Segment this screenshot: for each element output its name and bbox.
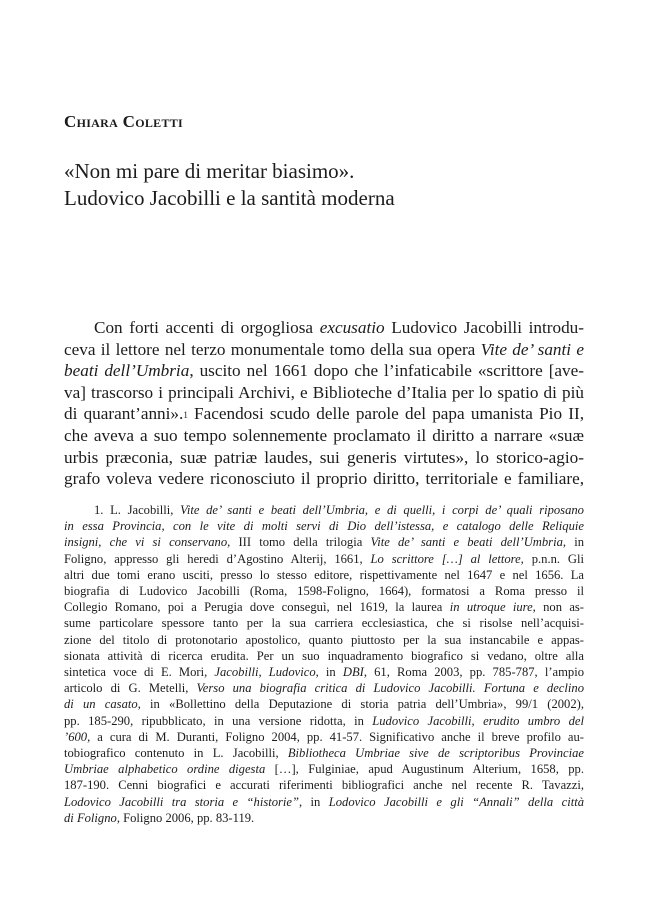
footnote-line: insigni, che vi si conservano, III tomo della trilogia Vite de’ santi e beati dell’Umbria, in [64, 535, 584, 550]
body-line: che aveva a suo tempo solennemente proclamato il diritto a narrare «suæ [64, 425, 584, 445]
footnote-line: articolo di G. Metelli, Verso una biografia critica di Ludovico Jacobilli. Fortuna e declino [64, 681, 584, 696]
footnote-line: di Foligno, Foligno 2006, pp. 83-119. [64, 810, 255, 825]
footnote-line: sintetica voce di E. Mori, Jacobilli, Ludovico, in DBI, 61, Roma 2003, pp. 785-787, l’ampio [64, 665, 584, 680]
footnote-line: Foligno, appresso gli heredi d’Agostino Alterij, 1661, Lo scrittore […] al lettore, p.n.n. Gli [64, 551, 584, 566]
footnote-1 [64, 502, 584, 826]
footnote-line: 187-190. Cenni biografici e accurati riferimenti bibliografici anche nel recente R. Tavazzi, [64, 778, 584, 793]
title-line-1: «Non mi pare di meritar biasimo». [64, 159, 355, 183]
article-title [64, 158, 584, 212]
footnote-line: sume particolare spessore tanto per la sua carriera ecclesiastica, che si risolse nell’acquisi- [64, 616, 584, 631]
body-line: di quarant’anni».$^1$ Facendosi scudo delle parole del papa umanista Pio II, [64, 404, 584, 424]
footnote-line: pp. 185-290, ripubblicato, in una versione ridotta, in Ludovico Jacobilli, erudito umbro del [64, 713, 584, 728]
footnote-line: ’600, a cura di M. Duranti, Foligno 2004, pp. 41-57. Significativo anche il breve profilo au- [64, 729, 584, 744]
footnote-marker: 1 [183, 410, 188, 421]
footnote-line: zione del titolo di protonotario apostolico, quanto piuttosto per la sua instancabile e appas- [64, 632, 584, 647]
footnote-line: Lodovico Jacobilli tra storia e “historie”, in Lodovico Jacobilli e gli “Annali” della città [64, 794, 584, 809]
footnote-line: tobiografico contenuto in L. Jacobilli, Bibliotheca Umbriae sive de scriptoribus Provinciae [64, 746, 584, 761]
body-line: urbis præconia, suæ patriæ laudes, sui generis virtutes», lo storico-agio- [64, 447, 584, 467]
footnote-line: di un casato, in «Bollettino della Deputazione di storia patria dell’Umbria», 99/1 (2002), [64, 697, 584, 712]
title-line-2: Ludovico Jacobilli e la santità moderna [64, 186, 395, 210]
footnote-line: altri due tomi erano usciti, presso lo stesso editore, rispettivamente nel 1647 e nel 1656. La [64, 567, 584, 582]
body-line: Con forti accenti di orgogliosa excusatio Ludovico Jacobilli introdu- [94, 318, 584, 337]
footnote-line: biografia di Ludovico Jacobilli (Roma, 1598-Foligno, 1664), formatosi a Roma presso il [64, 584, 584, 599]
footnote-line: Collegio Romano, poi a Perugia dove conseguì, nel 1619, la laurea in utroque iure, non as- [64, 600, 585, 615]
footnote-line: 1. L. Jacobilli, Vite de’ santi e beati dell’Umbria, e di quelli, i corpi de’ quali riposano [94, 503, 584, 517]
body-paragraph [64, 317, 584, 490]
body-line: ceva il lettore nel terzo monumentale tomo della sua opera Vite de’ santi e [64, 339, 584, 359]
body-line: beati dell’Umbria, uscito nel 1661 dopo che l’infaticabile «scrittore [ave- [64, 361, 584, 381]
footnote-line: Umbriae alphabetico ordine digesta […], Fulginiae, apud Augustinum Alterium, 1658, pp. [64, 762, 585, 777]
footnote-line: sionata attività di ricerca erudita. Per un suo inquadramento biografico si vedano, oltre alla [64, 648, 584, 663]
author-name: Chiara Coletti [64, 112, 184, 131]
body-line: va] trascorso i principali Archivi, e Biblioteche d’Italia per lo spatio di più [64, 382, 584, 402]
body-line: grafo voleva vedere riconosciuto il proprio diritto, territoriale e familiare, [64, 469, 584, 489]
footnote-line: in essa Provincia, con le vite di molti servi di Dio dell’istessa, e catalogo delle Reliquie [64, 519, 584, 534]
